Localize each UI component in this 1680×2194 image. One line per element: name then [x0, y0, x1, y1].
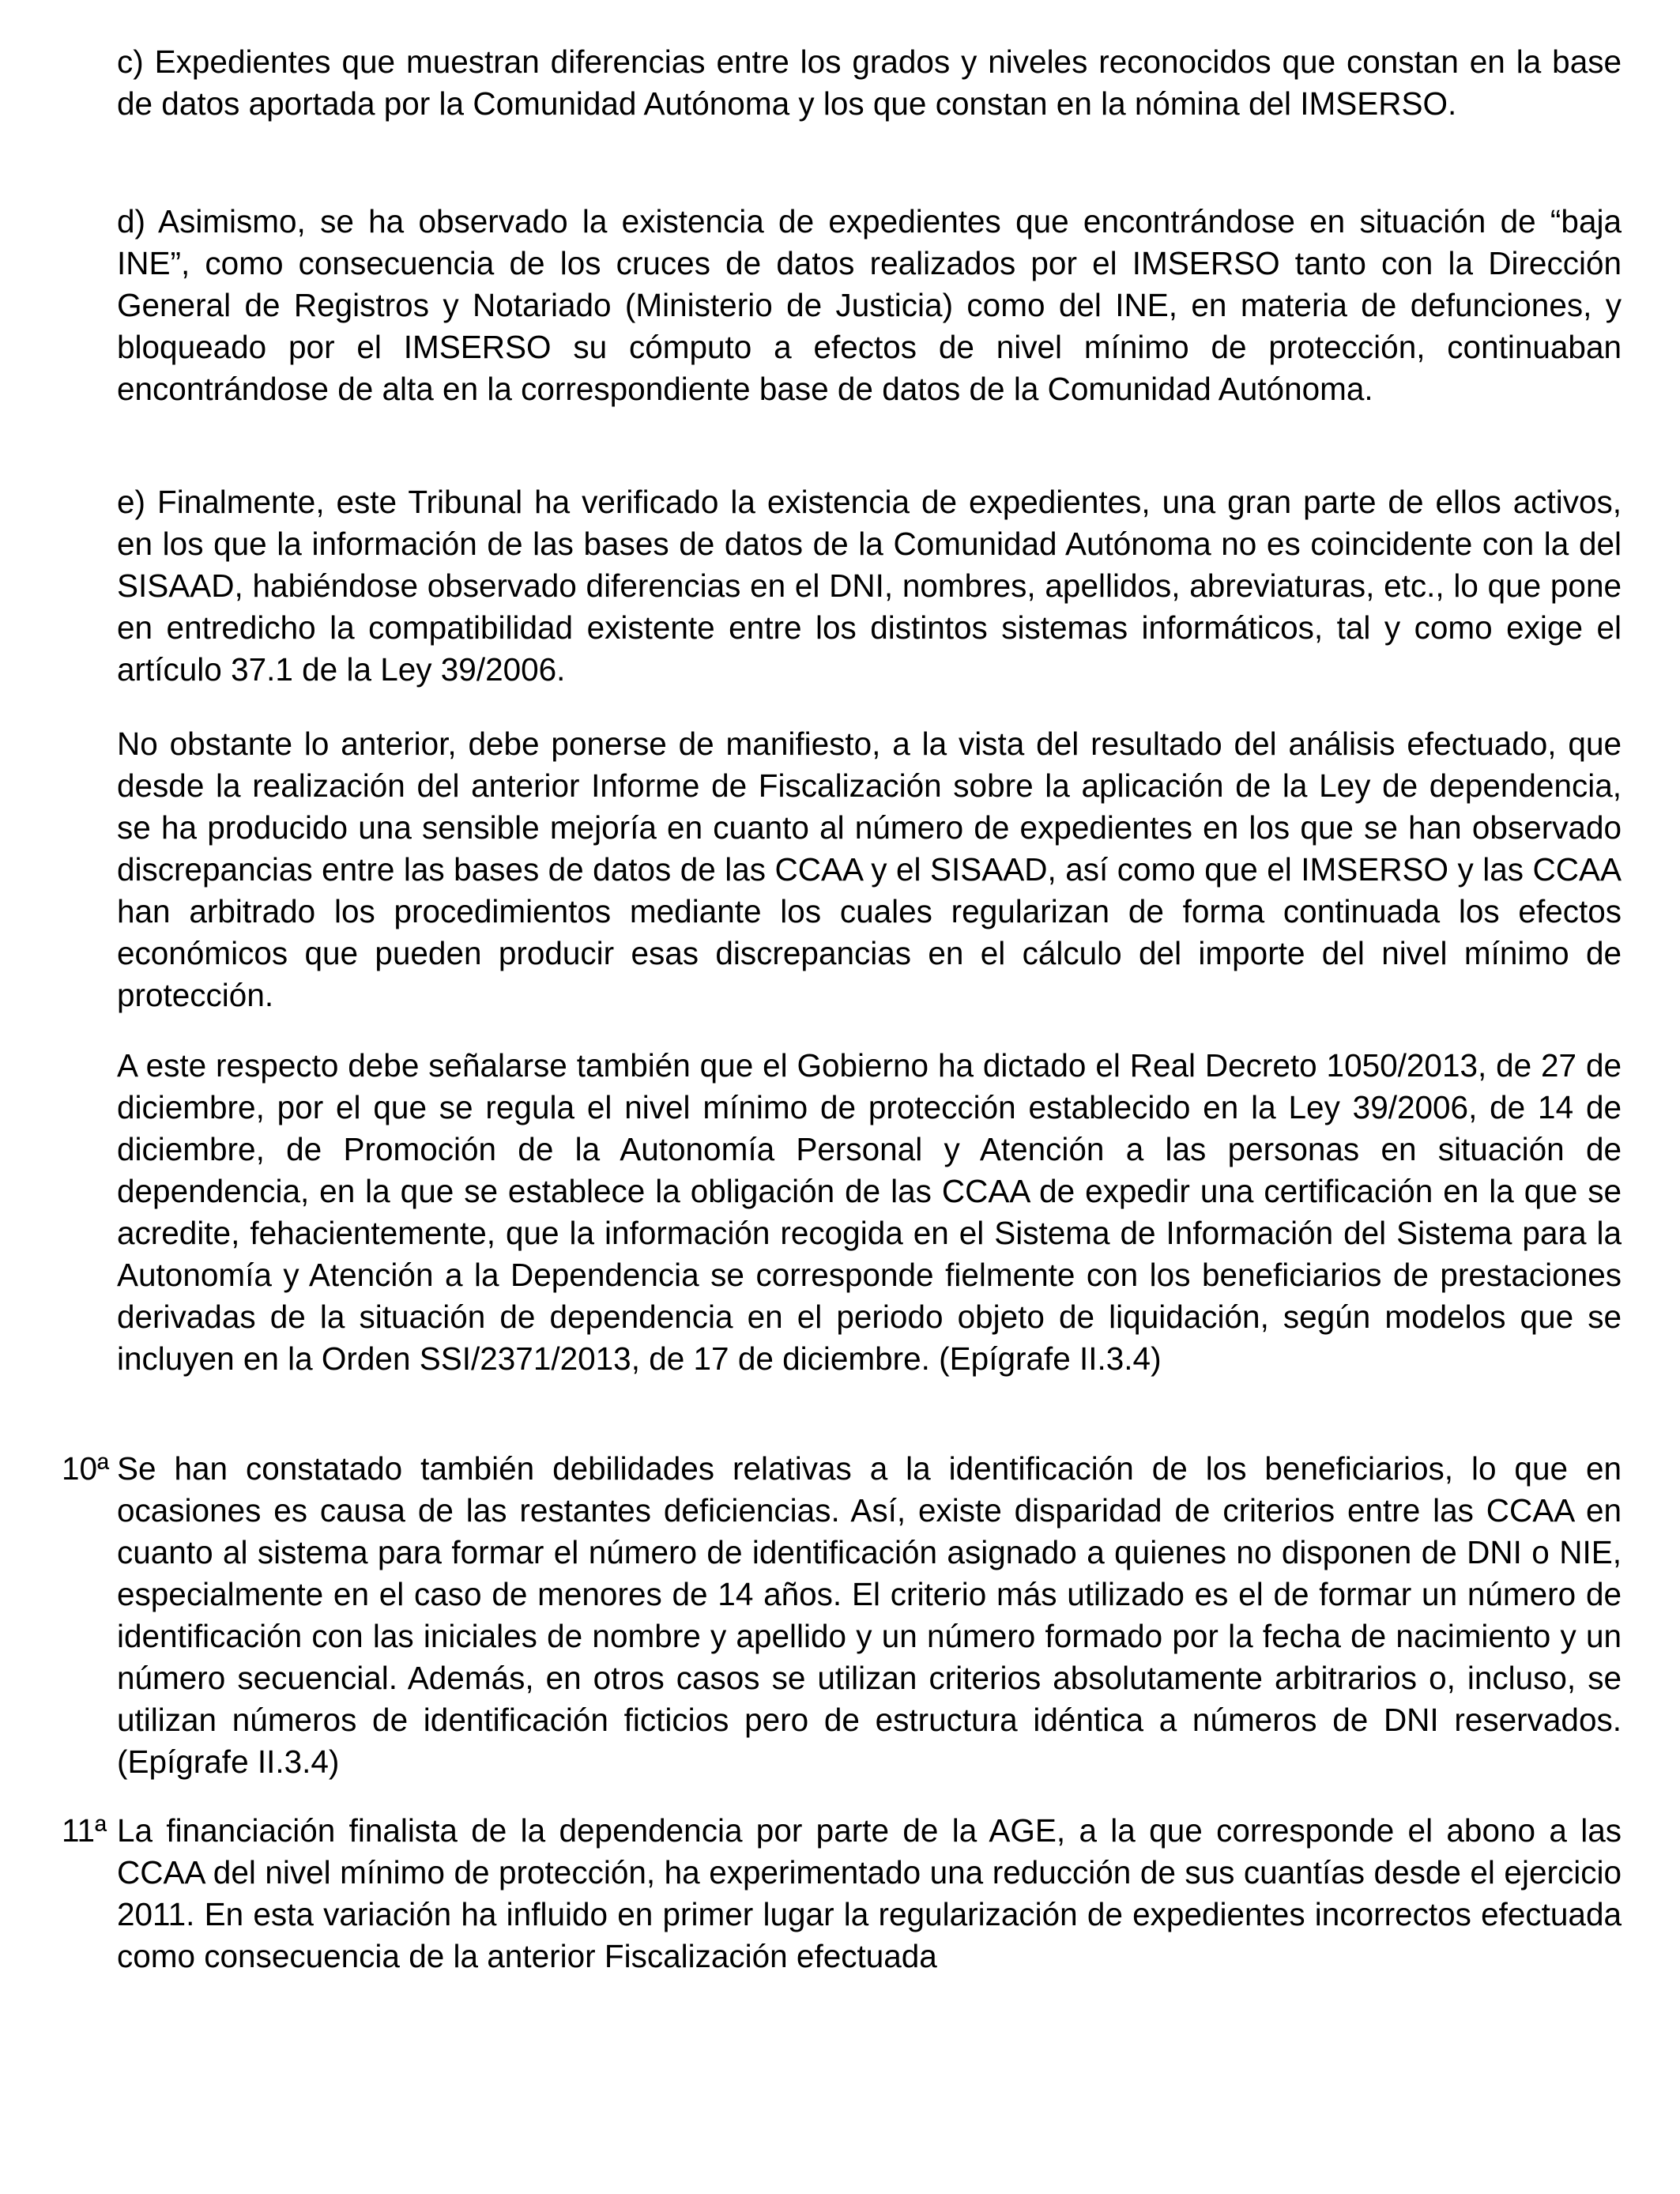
paragraph-no-obstante: No obstante lo anterior, debe ponerse de manifiesto, a la vista del resultado del análisis efectuado, que desde la realización del anterior Informe de Fiscalización sobre la aplicación de la Ley de dependencia, se ha producido una sensible mejoría en cuanto al número de expedientes en los que se han observado discrepancias entre las bases de datos de las CCAA y el SISAAD, así como que el IMSERSO y las CCAA han arbitrado los procedimientos mediante los cuales regularizan de forma continuada los efectos económicos que pueden producir esas discrepancias en el cálculo del importe del nivel mínimo de protección.	[117, 726, 1622, 1013]
paragraph-e: e) Finalmente, este Tribunal ha verificado la existencia de expedientes, una gran parte de ellos activos, en los que la información de las bases de datos de la Comunidad Autónoma no es coincidente con la del SISAAD, habiéndose observado diferencias en el DNI, nombres, apellidos, abreviaturas, etc., lo que pone en entredicho la compatibilidad existente entre los distintos sistemas informáticos, tal y como exige el artículo 37.1 de la Ley 39/2006.	[117, 484, 1622, 688]
paragraph-d: d) Asimismo, se ha observado la existencia de expedientes que encontrándose en situación de “baja INE”, como consecuencia de los cruces de datos realizados por el IMSERSO tanto con la Dirección General de Registros y Notariado (Ministerio de Justicia) como del INE, en materia de defunciones, y bloqueado por el IMSERSO su cómputo a efectos de nivel mínimo de protección, continuaban encontrándose de alta en la correspondiente base de datos de la Comunidad Autónoma.	[117, 203, 1622, 407]
conclusion-number: 10ª	[62, 1450, 110, 1487]
paragraph-a-este-respecto: A este respecto debe señalarse también que el Gobierno ha dictado el Real Decreto 1050/2013, de 27 de diciembre, por el que se regula el nivel mínimo de protección establecido en la Ley 39/2006, de 14 de diciembre, de Promoción de la Autonomía Personal y Atención a las personas en situación de dependencia, en la que se establece la obligación de las CCAA de expedir una certificación en la que se acredite, fehacientemente, que la información recogida en el Sistema de Información del Sistema para la Autonomía y Atención a la Dependencia se corresponde fielmente con los beneficiarios de prestaciones derivadas de la situación de dependencia en el periodo objeto de liquidación, según modelos que se incluyen en la Orden SSI/2371/2013, de 17 de diciembre. (Epígrafe II.3.4)	[117, 1047, 1622, 1377]
conclusion-11	[62, 1810, 1622, 1977]
conclusion-text: La financiación finalista de la dependencia por parte de la AGE, a la que corresponde el abono a las CCAA del nivel mínimo de protección, ha experimentado una reducción de sus cuantías desde el ejercicio 2011. En esta variación ha influido en primer lugar la regularización de expedientes incorrectos efectuada como consecuencia de la anterior Fiscalización efectuada	[117, 1812, 1622, 1974]
conclusion-text: Se han constatado también debilidades relativas a la identificación de los beneficiarios, lo que en ocasiones es causa de las restantes deficiencias. Así, existe disparidad de criterios entre las CCAA en cuanto al sistema para formar el número de identificación asignado a quienes no disponen de DNI o NIE, especialmente en el caso de menores de 14 años. El criterio más utilizado es el de formar un número de identificación con las iniciales de nombre y apellido y un número formado por la fecha de nacimiento y un número secuencial. Además, en otros casos se utilizan criterios absolutamente arbitrarios o, incluso, se utilizan números de identificación ficticios pero de estructura idéntica a números de DNI reservados. (Epígrafe II.3.4)	[117, 1450, 1622, 1780]
conclusion-number: 11ª	[62, 1812, 107, 1849]
conclusion-10	[62, 1448, 1622, 1783]
paragraph-c: c) Expedientes que muestran diferencias entre los grados y niveles reconocidos que constan en la base de datos aportada por la Comunidad Autónoma y los que constan en la nómina del IMSERSO.	[117, 43, 1622, 122]
